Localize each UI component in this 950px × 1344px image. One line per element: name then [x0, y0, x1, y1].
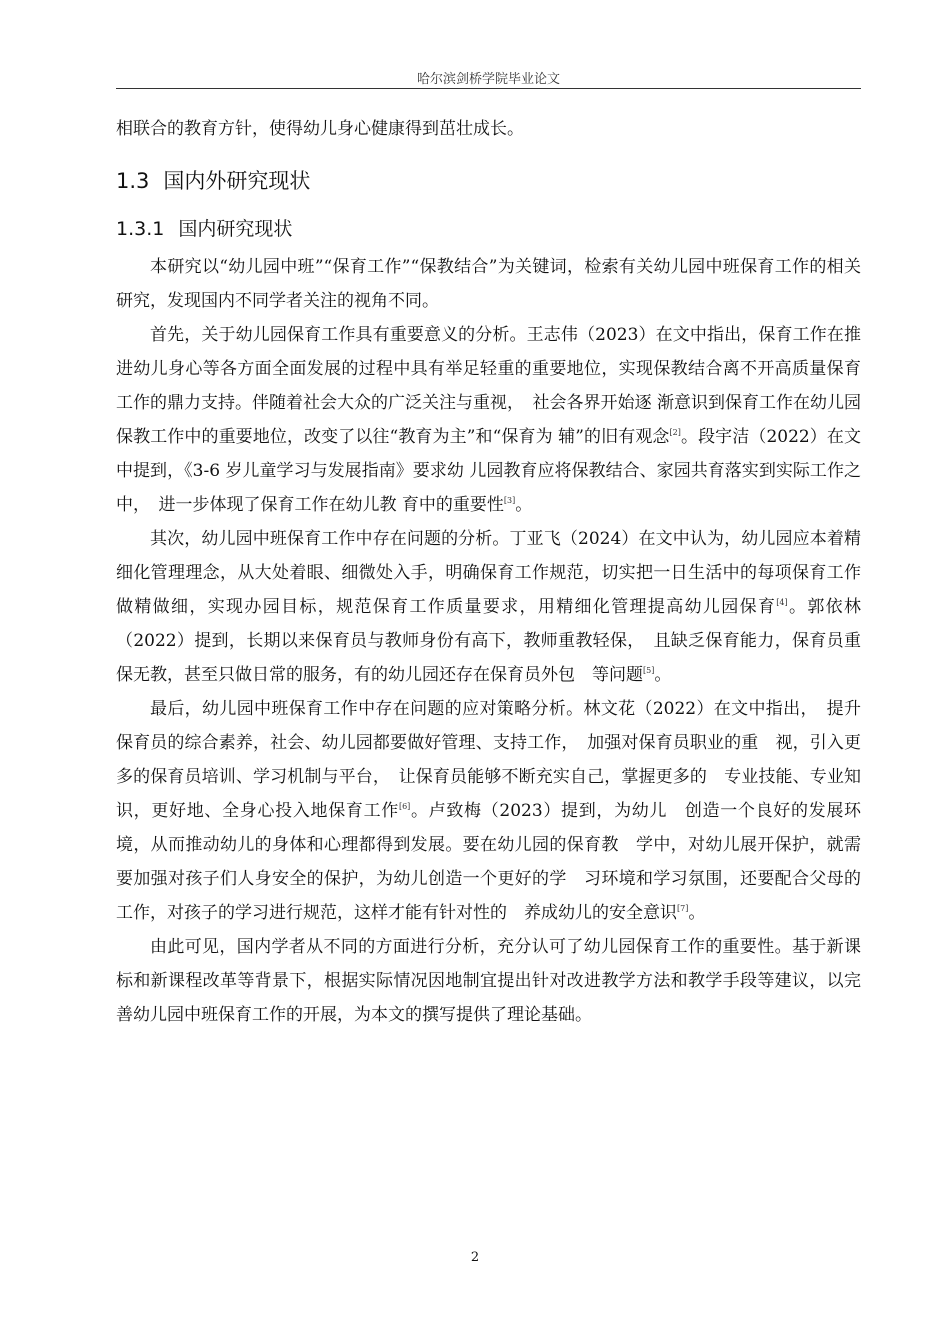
- section-heading: [116, 158, 861, 204]
- paragraph-text: 。: [515, 495, 533, 515]
- paragraph-text: 首先，关于幼儿园保育工作具有重要意义的分析。王志伟（2023）在文中指出，保育工作在推进幼儿身心等各方面全面发展的过程中具有举足轻重的重要地位，实现保教结合离不开高质量保育工作的鼎力支持。伴随着社会大众的广泛关注与重视， 社会各界开始逐 渐意识到保育工作在幼儿园保教工作中的重要地位，改变了以往“教育为主”和“保育为 辅”的旧有观念: [116, 325, 861, 447]
- paragraph-text: 。郭依林（2022）提到，长期以来保育员与教师身份有高下，教师重教轻保， 且缺乏保育能力，保育员重保无教，甚至只做日常的服务，有的幼儿园还存在保育员外包 等问题: [116, 597, 862, 685]
- subsection-title: 国内研究现状: [178, 218, 293, 240]
- paragraph-importance: [116, 318, 861, 522]
- paragraph-text: 最后，幼儿园中班保育工作中存在问题的应对策略分析。林文花（2022）在文中指出， 提升保育员的综合素养，社会、幼儿园都要做好管理、支持工作， 加强对保育员职业的重 视，引入更多的保育员培训、学习机制与平台， 让保育员能够不断充实自己，掌握更多的 专业技能、专业知识，更好地、全身心投入地保育工作: [116, 699, 861, 821]
- page-number: 2: [470, 1250, 480, 1265]
- paragraph-problems: [116, 522, 861, 692]
- page-body: [116, 112, 861, 1032]
- paragraph-text: 。卢致梅（2023）提到，为幼儿 创造一个良好的发展环境，从而推动幼儿的身体和心理都得到发展。要在幼儿园的保育教 学中，对幼儿展开保护，就需要加强对孩子们人身安全的保护，为幼儿创造一个更好的学 习环境和学习氛围，还要配合父母的工作，对孩子的学习进行规范，这样才能有针对性的 养成幼儿的安全意识: [116, 801, 862, 923]
- subsection-number: 1.3.1: [116, 218, 165, 240]
- citation-ref[interactable]: [3]: [503, 496, 516, 505]
- paragraph-conclusion: 由此可见，国内学者从不同的方面进行分析，充分认可了幼儿园保育工作的重要性。基于新课标和新课程改革等背景下，根据实际情况因地制宜提出针对改进教学方法和教学手段等建议，以完善幼儿园中班保育工作的开展，为本文的撰写提供了理论基础。: [116, 937, 861, 1025]
- paragraph-keywords: 本研究以“幼儿园中班”“保育工作”“保教结合”为关键词，检索有关幼儿园中班保育工作的相关研究，发现国内不同学者关注的视角不同。: [116, 257, 861, 311]
- running-header: 哈尔滨剑桥学院毕业论文: [416, 72, 560, 87]
- citation-ref[interactable]: [5]: [643, 666, 655, 675]
- citation-ref[interactable]: [7]: [677, 904, 689, 913]
- paragraph-text: 。: [688, 903, 706, 923]
- paragraph-text: 。: [654, 665, 672, 685]
- intro-line: 相联合的教育方针，使得幼儿身心健康得到茁壮成长。: [116, 119, 524, 139]
- header-divider: [116, 88, 861, 89]
- paragraph-text: 。段宇洁（2022）在文中提到，《3-6 岁儿童学习与发展指南》要求幼 儿园教育应将保教结合、家园共育落实到实际工作之中， 进一步体现了保育工作在幼儿教 育中的重要性: [116, 427, 862, 515]
- subsection-heading: [116, 208, 861, 250]
- citation-ref[interactable]: [4]: [776, 598, 788, 607]
- section-number: 1.3: [116, 169, 150, 193]
- paragraph-strategies: [116, 692, 861, 930]
- paragraph-text: 其次，幼儿园中班保育工作中存在问题的分析。丁亚飞（2024）在文中认为，幼儿园应本着精细化管理理念，从大处着眼、细微处入手，明确保育工作规范，切实把一日生活中的每项保育工作做精做细，实现办园目标，规范保育工作质量要求，用精细化管理提高幼儿园保育: [116, 529, 861, 617]
- section-title: 国内外研究现状: [163, 169, 311, 193]
- citation-ref[interactable]: [6]: [398, 802, 411, 811]
- citation-ref[interactable]: [2]: [669, 428, 681, 437]
